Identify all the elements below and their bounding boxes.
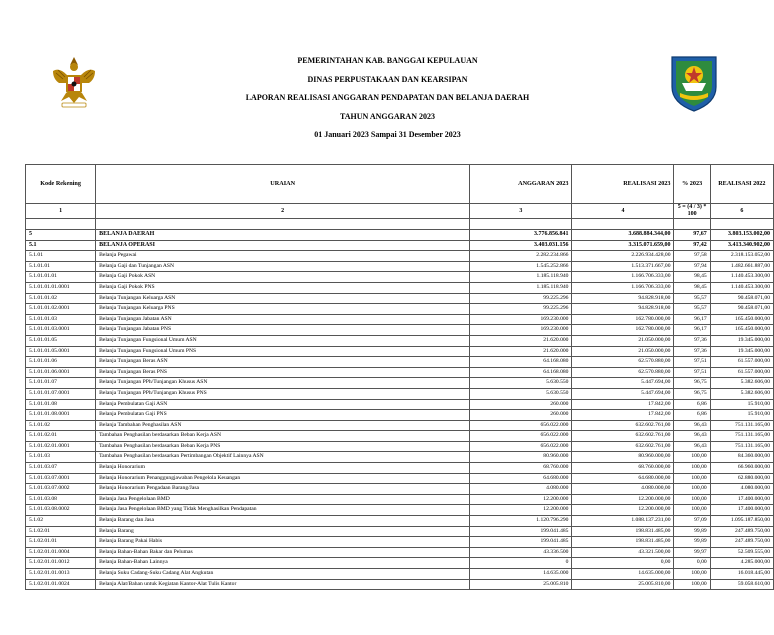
cell-realisasi: 3.688.884.344,00	[572, 230, 674, 241]
column-number: 6	[710, 204, 773, 219]
cell-persen: 97,51	[674, 357, 710, 368]
cell-uraian: BELANJA OPERASI	[96, 240, 470, 251]
cell-persen: 100,00	[674, 579, 710, 590]
cell-kode: 5.1.01.03.07.0002	[26, 484, 96, 495]
cell-kode: 5.1.01.01.06.0001	[26, 367, 96, 378]
cell-realisasi-lalu: 751.131.165,00	[710, 431, 773, 442]
table-row	[26, 431, 774, 442]
spacer-cell	[26, 219, 96, 230]
cell-persen: 6,86	[674, 410, 710, 421]
spacer-cell	[470, 219, 572, 230]
table-row	[26, 240, 774, 251]
report-header	[0, 0, 774, 160]
cell-uraian: Belanja Alat/Bahan untuk Kegiatan Kantor-Alat Tulis Kantor	[96, 579, 470, 590]
cell-anggaran: 80.960.000	[470, 452, 572, 463]
cell-persen: 96,43	[674, 420, 710, 431]
cell-anggaran: 260.000	[470, 410, 572, 421]
cell-anggaran: 25.005.810	[470, 579, 572, 590]
cell-realisasi-lalu: 1.482.661.887,00	[710, 261, 773, 272]
cell-persen: 100,00	[674, 569, 710, 580]
government-name: PEMERINTAHAN KAB. BANGGAI KEPULAUAN	[297, 56, 478, 65]
cell-anggaran: 1.185.118.940	[470, 282, 572, 293]
cell-kode: 5.1.01.01.08.0001	[26, 410, 96, 421]
cell-realisasi-lalu: 16.018.445,00	[710, 569, 773, 580]
cell-uraian: Tambahan Penghasilan berdasarkan Beban Kerja PNS	[96, 441, 470, 452]
cell-uraian: Belanja Tunjangan Jabatan PNS	[96, 325, 470, 336]
cell-kode: 5.1	[26, 240, 96, 251]
cell-anggaran: 68.760.000	[470, 463, 572, 474]
cell-persen: 99,97	[674, 547, 710, 558]
cell-uraian: Belanja Tunjangan PPh/Tunjangan Khusus PNS	[96, 388, 470, 399]
regency-emblem-icon	[668, 53, 720, 113]
table-row	[26, 494, 774, 505]
table-header-row	[26, 165, 774, 204]
cell-kode: 5.1.02.01	[26, 526, 96, 537]
cell-realisasi-lalu: 15.910,00	[710, 410, 773, 421]
cell-kode: 5.1.01.01.02.0001	[26, 304, 96, 315]
cell-realisasi-lalu: 61.557.000,00	[710, 367, 773, 378]
cell-persen: 0,00	[674, 558, 710, 569]
cell-uraian: Belanja Barang Pakai Habis	[96, 537, 470, 548]
cell-uraian: Belanja Jasa Pengelolaan BMD	[96, 494, 470, 505]
table-row	[26, 357, 774, 368]
cell-persen: 98,45	[674, 282, 710, 293]
cell-realisasi: 162.780.000,00	[572, 314, 674, 325]
cell-realisasi: 1.513.371.667,00	[572, 261, 674, 272]
cell-realisasi: 632.602.761,00	[572, 431, 674, 442]
table-row	[26, 484, 774, 495]
cell-realisasi-lalu: 3.413.340.902,00	[710, 240, 773, 251]
cell-persen: 100,00	[674, 463, 710, 474]
spacer-cell	[96, 219, 470, 230]
cell-realisasi: 14.635.000,00	[572, 569, 674, 580]
cell-kode: 5.1.01.03	[26, 452, 96, 463]
cell-persen: 97,67	[674, 230, 710, 241]
cell-persen: 97,51	[674, 367, 710, 378]
cell-realisasi-lalu: 90.458.071,00	[710, 304, 773, 315]
garuda-emblem-icon	[49, 53, 99, 111]
cell-persen: 97,36	[674, 346, 710, 357]
cell-persen: 99,89	[674, 526, 710, 537]
table-row	[26, 558, 774, 569]
cell-uraian: Belanja Tunjangan Jabatan ASN	[96, 314, 470, 325]
table-row	[26, 261, 774, 272]
cell-anggaran: 169.230.000	[470, 325, 572, 336]
cell-anggaran: 64.168.080	[470, 367, 572, 378]
cell-uraian: Belanja Gaji Pokok PNS	[96, 282, 470, 293]
cell-realisasi-lalu: 247.489.750,00	[710, 526, 773, 537]
cell-uraian: Belanja Gaji dan Tunjangan ASN	[96, 261, 470, 272]
report-titles	[150, 52, 625, 145]
cell-realisasi-lalu: 15.910,00	[710, 399, 773, 410]
cell-uraian: Belanja Honorarium	[96, 463, 470, 474]
cell-realisasi: 80.960.000,00	[572, 452, 674, 463]
cell-anggaran: 21.620.000	[470, 335, 572, 346]
cell-anggaran: 656.022.000	[470, 431, 572, 442]
cell-realisasi: 3.315.071.659,00	[572, 240, 674, 251]
cell-realisasi-lalu: 247.489.750,00	[710, 537, 773, 548]
cell-realisasi: 5.447.694,00	[572, 378, 674, 389]
cell-realisasi-lalu: 1.140.453.300,00	[710, 282, 773, 293]
cell-persen: 96,43	[674, 431, 710, 442]
cell-uraian: Belanja Tunjangan Keluarga ASN	[96, 293, 470, 304]
table-row	[26, 452, 774, 463]
cell-uraian: Tambahan Penghasilan berdasarkan Pertimbangan Objektif Lainnya ASN	[96, 452, 470, 463]
spacer-row	[26, 219, 774, 230]
cell-anggaran: 14.635.000	[470, 569, 572, 580]
cell-uraian: Belanja Pegawai	[96, 251, 470, 262]
cell-realisasi: 4.080.000,00	[572, 484, 674, 495]
cell-kode: 5.1.01.01.01	[26, 272, 96, 283]
cell-kode: 5.1.01.01.07	[26, 378, 96, 389]
table-row	[26, 473, 774, 484]
table-row	[26, 579, 774, 590]
cell-uraian: BELANJA DAERAH	[96, 230, 470, 241]
cell-persen: 97,36	[674, 335, 710, 346]
cell-kode: 5.1.01	[26, 251, 96, 262]
table-row	[26, 547, 774, 558]
cell-realisasi: 632.602.761,00	[572, 441, 674, 452]
cell-realisasi: 198.831.485,00	[572, 526, 674, 537]
cell-realisasi-lalu: 165.450.000,00	[710, 325, 773, 336]
cell-kode: 5.1.01.01.06	[26, 357, 96, 368]
cell-realisasi-lalu: 1.140.453.300,00	[710, 272, 773, 283]
report-title: LAPORAN REALISASI ANGGARAN PENDAPATAN DAN BELANJA DAERAH	[245, 93, 530, 102]
cell-realisasi: 1.166.706.333,00	[572, 282, 674, 293]
cell-realisasi: 12.200.000,00	[572, 505, 674, 516]
cell-persen: 6,86	[674, 399, 710, 410]
cell-kode: 5.1.01.01.02	[26, 293, 96, 304]
cell-persen: 95,57	[674, 293, 710, 304]
spacer-cell	[572, 219, 674, 230]
table-row	[26, 410, 774, 421]
cell-realisasi-lalu: 2.318.153.052,00	[710, 251, 773, 262]
column-number: 1	[26, 204, 96, 219]
column-numbering-row	[26, 204, 774, 219]
table-row	[26, 346, 774, 357]
fiscal-year: TAHUN ANGGARAN 2023	[340, 111, 435, 121]
budget-realization-table	[25, 164, 774, 590]
cell-kode: 5.1.02.01.01.0004	[26, 547, 96, 558]
cell-realisasi: 68.760.000,00	[572, 463, 674, 474]
cell-anggaran: 1.120.796.290	[470, 516, 572, 527]
cell-realisasi-lalu: 90.458.071,00	[710, 293, 773, 304]
cell-persen: 100,00	[674, 494, 710, 505]
cell-persen: 100,00	[674, 452, 710, 463]
header-uraian: URAIAN	[96, 165, 470, 204]
table-row	[26, 378, 774, 389]
agency-name: DINAS PERPUSTAKAAN DAN KEARSIPAN	[307, 74, 468, 84]
column-number: 3	[470, 204, 572, 219]
cell-kode: 5.1.01.01	[26, 261, 96, 272]
cell-uraian: Belanja Tambahan Penghasilan ASN	[96, 420, 470, 431]
cell-kode: 5.1.01.03.07	[26, 463, 96, 474]
cell-uraian: Belanja Pembulatan Gaji ASN	[96, 399, 470, 410]
table-row	[26, 304, 774, 315]
cell-realisasi-lalu: 5.382.606,00	[710, 388, 773, 399]
header-persen: % 2023	[674, 165, 710, 204]
column-number: 5 = (4 / 3) * 100	[674, 204, 710, 219]
cell-anggaran: 99.225.296	[470, 304, 572, 315]
cell-persen: 96,17	[674, 314, 710, 325]
cell-persen: 97,42	[674, 240, 710, 251]
spacer-cell	[710, 219, 773, 230]
table-row	[26, 420, 774, 431]
cell-kode: 5.1.01.03.07.0001	[26, 473, 96, 484]
cell-persen: 100,00	[674, 473, 710, 484]
table-row	[26, 367, 774, 378]
table-row	[26, 399, 774, 410]
cell-uraian: Belanja Tunjangan Beras PNS	[96, 367, 470, 378]
cell-realisasi: 198.831.485,00	[572, 537, 674, 548]
cell-realisasi-lalu: 4.285.000,00	[710, 558, 773, 569]
cell-uraian: Belanja Honorarium Pengadaan Barang/Jasa	[96, 484, 470, 495]
cell-realisasi-lalu: 3.803.153.002,00	[710, 230, 773, 241]
table-row	[26, 230, 774, 241]
cell-realisasi-lalu: 61.557.000,00	[710, 357, 773, 368]
cell-anggaran: 99.225.296	[470, 293, 572, 304]
cell-anggaran: 2.282.234.866	[470, 251, 572, 262]
cell-persen: 99,89	[674, 537, 710, 548]
cell-realisasi-lalu: 66.960.000,00	[710, 463, 773, 474]
cell-realisasi-lalu: 751.131.165,00	[710, 420, 773, 431]
cell-realisasi-lalu: 62.880.000,00	[710, 473, 773, 484]
cell-uraian: Belanja Bahan-Bahan Bakar dan Pelumas	[96, 547, 470, 558]
cell-realisasi-lalu: 17.400.000,00	[710, 505, 773, 516]
cell-kode: 5.1.01.01.07.0001	[26, 388, 96, 399]
cell-anggaran: 4.080.000	[470, 484, 572, 495]
cell-realisasi: 1.166.706.333,00	[572, 272, 674, 283]
cell-persen: 96,17	[674, 325, 710, 336]
cell-anggaran: 1.545.252.866	[470, 261, 572, 272]
cell-uraian: Belanja Tunjangan Fungsional Umum ASN	[96, 335, 470, 346]
cell-realisasi: 2.226.934.428,00	[572, 251, 674, 262]
cell-anggaran: 0	[470, 558, 572, 569]
header-realisasi: REALISASI 2023	[572, 165, 674, 204]
cell-anggaran: 5.630.550	[470, 388, 572, 399]
cell-kode: 5.1.01.01.05.0001	[26, 346, 96, 357]
cell-kode: 5.1.01.01.08	[26, 399, 96, 410]
cell-persen: 96,75	[674, 388, 710, 399]
cell-uraian: Tambahan Penghasilan berdasarkan Beban Kerja ASN	[96, 431, 470, 442]
cell-persen: 97,94	[674, 261, 710, 272]
cell-kode: 5	[26, 230, 96, 241]
cell-uraian: Belanja Barang	[96, 526, 470, 537]
cell-anggaran: 21.620.000	[470, 346, 572, 357]
cell-realisasi-lalu: 19.345.000,00	[710, 346, 773, 357]
cell-uraian: Belanja Barang dan Jasa	[96, 516, 470, 527]
table-row	[26, 516, 774, 527]
cell-anggaran: 12.200.000	[470, 494, 572, 505]
cell-kode: 5.1.01.02.01.0001	[26, 441, 96, 452]
cell-realisasi-lalu: 165.450.000,00	[710, 314, 773, 325]
cell-kode: 5.1.01.03.08	[26, 494, 96, 505]
cell-kode: 5.1.02.01.01.0013	[26, 569, 96, 580]
cell-realisasi: 94.828.918,00	[572, 304, 674, 315]
column-number: 2	[96, 204, 470, 219]
cell-kode: 5.1.01.01.01.0001	[26, 282, 96, 293]
cell-kode: 5.1.02.01.01.0024	[26, 579, 96, 590]
cell-anggaran: 3.776.856.841	[470, 230, 572, 241]
cell-persen: 95,57	[674, 304, 710, 315]
cell-anggaran: 199.041.485	[470, 537, 572, 548]
cell-realisasi: 17.842,00	[572, 410, 674, 421]
cell-persen: 100,00	[674, 505, 710, 516]
cell-kode: 5.1.01.02	[26, 420, 96, 431]
cell-anggaran: 3.403.031.156	[470, 240, 572, 251]
cell-realisasi: 632.602.761,00	[572, 420, 674, 431]
table-row	[26, 314, 774, 325]
cell-persen: 100,00	[674, 484, 710, 495]
cell-kode: 5.1.01.01.03.0001	[26, 325, 96, 336]
cell-persen: 98,45	[674, 272, 710, 283]
cell-realisasi-lalu: 19.345.000,00	[710, 335, 773, 346]
cell-kode: 5.1.01.03.08.0002	[26, 505, 96, 516]
table-row	[26, 537, 774, 548]
cell-anggaran: 12.200.000	[470, 505, 572, 516]
header-realisasi-lalu: REALISASI 2022	[710, 165, 773, 204]
table-row	[26, 272, 774, 283]
column-number: 4	[572, 204, 674, 219]
cell-realisasi: 21.050.000,00	[572, 335, 674, 346]
cell-kode: 5.1.01.01.05	[26, 335, 96, 346]
cell-realisasi: 62.570.880,00	[572, 367, 674, 378]
cell-realisasi: 17.842,00	[572, 399, 674, 410]
cell-realisasi: 43.321.500,00	[572, 547, 674, 558]
cell-realisasi-lalu: 4.080.000,00	[710, 484, 773, 495]
cell-persen: 96,43	[674, 441, 710, 452]
cell-realisasi-lalu: 17.400.000,00	[710, 494, 773, 505]
cell-anggaran: 43.336.500	[470, 547, 572, 558]
cell-uraian: Belanja Suku Cadang-Suku Cadang Alat Angkutan	[96, 569, 470, 580]
cell-realisasi-lalu: 751.131.165,00	[710, 441, 773, 452]
table-row	[26, 293, 774, 304]
table-row	[26, 505, 774, 516]
cell-realisasi-lalu: 5.382.606,00	[710, 378, 773, 389]
cell-anggaran: 656.022.000	[470, 420, 572, 431]
cell-uraian: Belanja Bahan-Bahan Lainnya	[96, 558, 470, 569]
cell-persen: 97,09	[674, 516, 710, 527]
table-row	[26, 335, 774, 346]
report-period: 01 Januari 2023 Sampai 31 Desember 2023	[314, 130, 461, 139]
cell-realisasi-lalu: 1.095.187.850,00	[710, 516, 773, 527]
cell-uraian: Belanja Tunjangan Beras ASN	[96, 357, 470, 368]
cell-realisasi: 0,00	[572, 558, 674, 569]
cell-kode: 5.1.01.01.03	[26, 314, 96, 325]
cell-anggaran: 64.680.000	[470, 473, 572, 484]
cell-kode: 5.1.01.02.01	[26, 431, 96, 442]
table-body	[26, 230, 774, 590]
cell-anggaran: 169.230.000	[470, 314, 572, 325]
cell-uraian: Belanja Tunjangan Fungsional Umum PNS	[96, 346, 470, 357]
cell-realisasi-lalu: 84.360.000,00	[710, 452, 773, 463]
cell-anggaran: 1.185.118.940	[470, 272, 572, 283]
cell-realisasi: 25.005.810,00	[572, 579, 674, 590]
cell-realisasi: 62.570.880,00	[572, 357, 674, 368]
cell-persen: 97,58	[674, 251, 710, 262]
table-row	[26, 526, 774, 537]
cell-kode: 5.1.02.01.01	[26, 537, 96, 548]
cell-uraian: Belanja Honorarium Penanggungjawaban Pengelola Keuangan	[96, 473, 470, 484]
table-row	[26, 251, 774, 262]
cell-persen: 96,75	[674, 378, 710, 389]
table-row	[26, 325, 774, 336]
table-row	[26, 388, 774, 399]
cell-anggaran: 656.022.000	[470, 441, 572, 452]
cell-uraian: Belanja Gaji Pokok ASN	[96, 272, 470, 283]
cell-uraian: Belanja Pembulatan Gaji PNS	[96, 410, 470, 421]
cell-realisasi: 5.447.694,00	[572, 388, 674, 399]
table-row	[26, 282, 774, 293]
cell-uraian: Belanja Jasa Pengelolaan BMD yang Tidak Menghasilkan Pendapatan	[96, 505, 470, 516]
cell-realisasi: 64.680.000,00	[572, 473, 674, 484]
cell-kode: 5.1.02	[26, 516, 96, 527]
table-row	[26, 569, 774, 580]
table-row	[26, 441, 774, 452]
cell-realisasi: 1.088.137.231,00	[572, 516, 674, 527]
cell-uraian: Belanja Tunjangan PPh/Tunjangan Khusus ASN	[96, 378, 470, 389]
cell-realisasi: 94.828.918,00	[572, 293, 674, 304]
cell-anggaran: 64.168.080	[470, 357, 572, 368]
cell-realisasi-lalu: 59.058.610,00	[710, 579, 773, 590]
cell-anggaran: 260.000	[470, 399, 572, 410]
cell-anggaran: 199.041.485	[470, 526, 572, 537]
header-anggaran: ANGGARAN 2023	[470, 165, 572, 204]
cell-realisasi-lalu: 52.509.555,00	[710, 547, 773, 558]
cell-kode: 5.1.02.01.01.0012	[26, 558, 96, 569]
spacer-cell	[674, 219, 710, 230]
cell-uraian: Belanja Tunjangan Keluarga PNS	[96, 304, 470, 315]
cell-realisasi: 162.780.000,00	[572, 325, 674, 336]
cell-realisasi: 12.200.000,00	[572, 494, 674, 505]
cell-anggaran: 5.630.550	[470, 378, 572, 389]
cell-realisasi: 21.050.000,00	[572, 346, 674, 357]
header-kode: Kode Rekening	[26, 165, 96, 204]
table-row	[26, 463, 774, 474]
